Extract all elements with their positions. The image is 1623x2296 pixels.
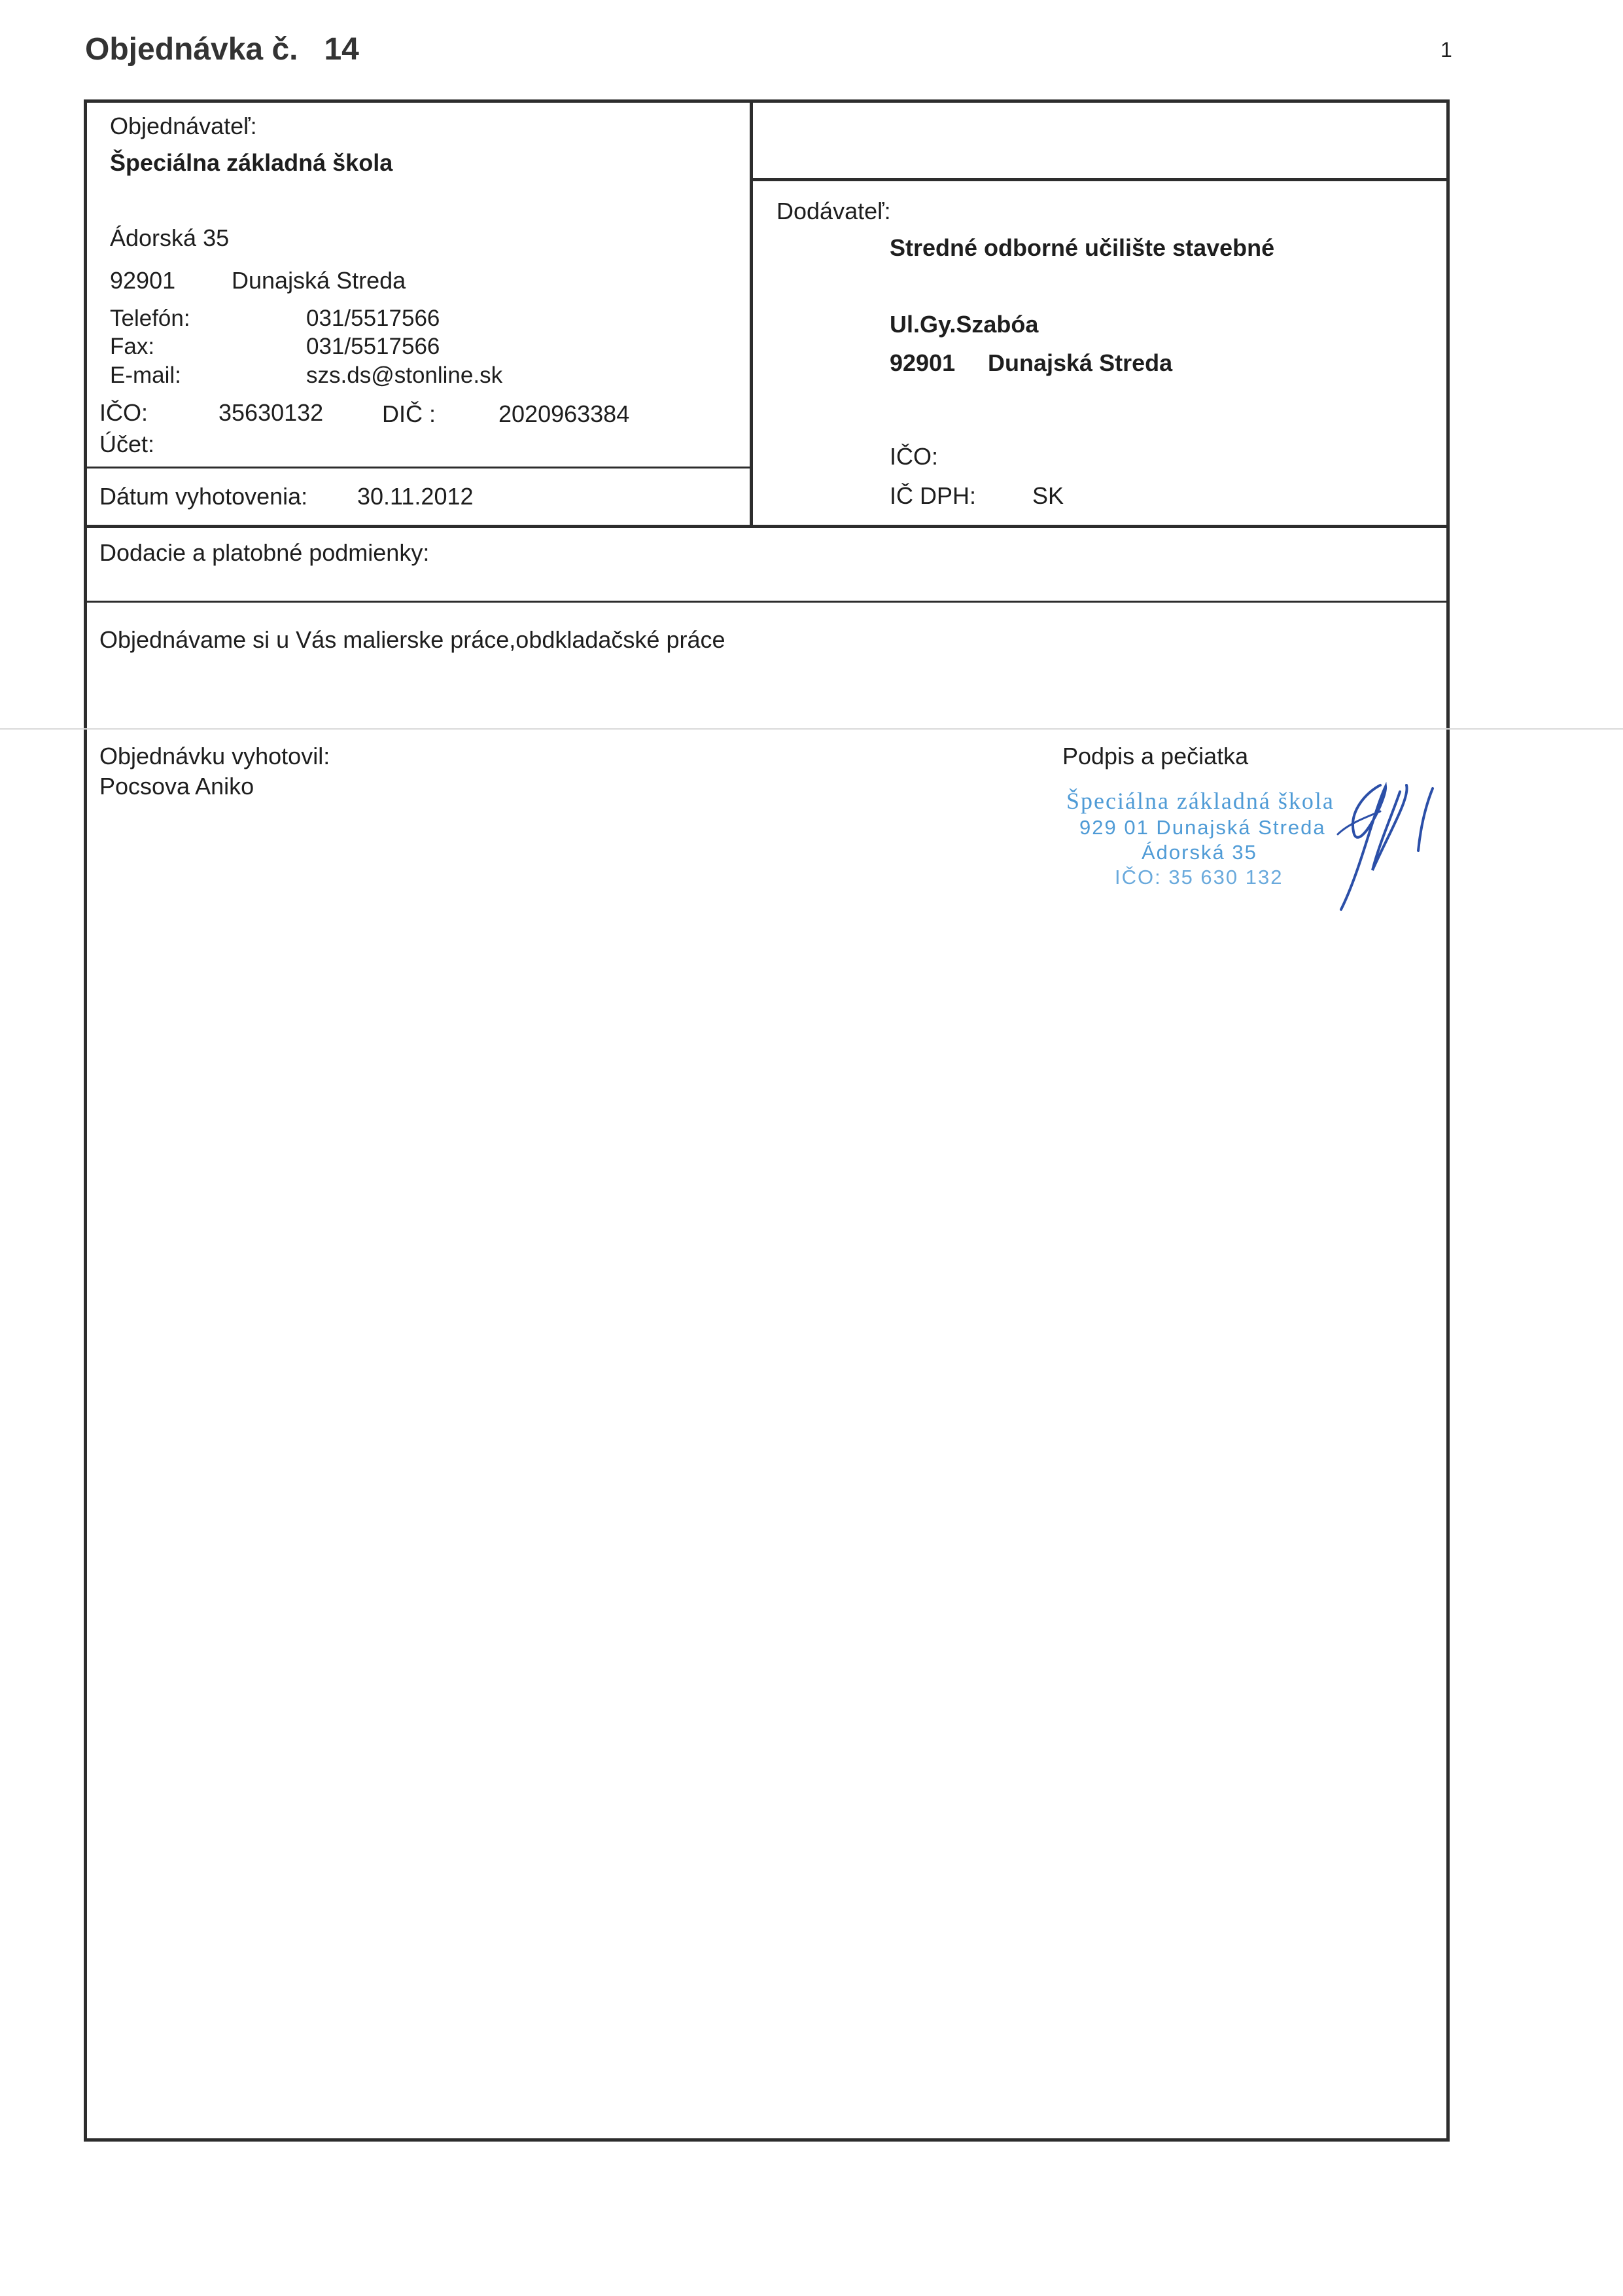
customer-zip: 92901 [110,267,176,294]
customer-label: Objednávateľ: [110,113,257,139]
dic-value: 2020963384 [498,400,630,427]
supplier-name: Stredné odborné učilište stavebné [890,234,1275,261]
stamp-line-4: IČO: 35 630 132 [1115,866,1283,889]
header-section-bottom [84,525,1450,528]
prepared-by-label: Objednávku vyhotovil: [99,743,330,769]
customer-ico-value: 35630132 [218,399,324,426]
terms-divider [84,601,1450,603]
order-description: Objednávame si u Vás malierske práce,obdkladačské práce [99,626,725,653]
title-label: Objednávka č. [85,32,298,67]
page-number: 1 [1440,38,1452,62]
customer-city: Dunajská Streda [232,267,406,294]
date-value: 30.11.2012 [357,483,474,510]
supplier-box-top [750,178,1450,181]
customer-ico-label: IČO: [99,399,148,426]
prepared-by-name: Pocsova Aniko [99,773,254,800]
supplier-street: Ul.Gy.Szabóa [890,311,1039,338]
fax-label: Fax: [110,334,155,359]
fold-line [0,728,1623,730]
supplier-vat-label: IČ DPH: [890,482,977,509]
stamp-line-1: Špeciálna základná škola [1066,788,1335,814]
supplier-zip: 92901 [890,349,956,376]
dic-label: DIČ : [382,400,436,427]
date-label: Dátum vyhotovenia: [99,483,308,510]
terms-label: Dodacie a platobné podmienky: [99,539,430,566]
email-value: szs.ds@stonline.sk [306,362,503,388]
fax-value: 031/5517566 [306,334,440,359]
signature-scribble [1302,772,1446,923]
supplier-label: Dodávateľ: [777,198,891,224]
signature-label: Podpis a pečiatka [1062,743,1249,769]
stamp-line-3: Ádorská 35 [1142,841,1257,864]
date-divider [84,467,751,468]
phone-value: 031/5517566 [306,306,440,331]
email-label: E-mail: [110,362,181,388]
document-title [85,31,359,67]
supplier-vat-value: SK [1032,482,1064,509]
account-label: Účet: [99,431,155,457]
vertical-divider [750,99,753,526]
order-number: 14 [324,32,359,67]
stamp-line-2: 929 01 Dunajská Streda [1079,816,1326,839]
customer-name: Špeciálna základná škola [110,149,393,176]
supplier-city: Dunajská Streda [988,349,1173,376]
customer-street: Ádorská 35 [110,224,230,251]
phone-label: Telefón: [110,306,190,331]
supplier-ico-label: IČO: [890,443,939,470]
